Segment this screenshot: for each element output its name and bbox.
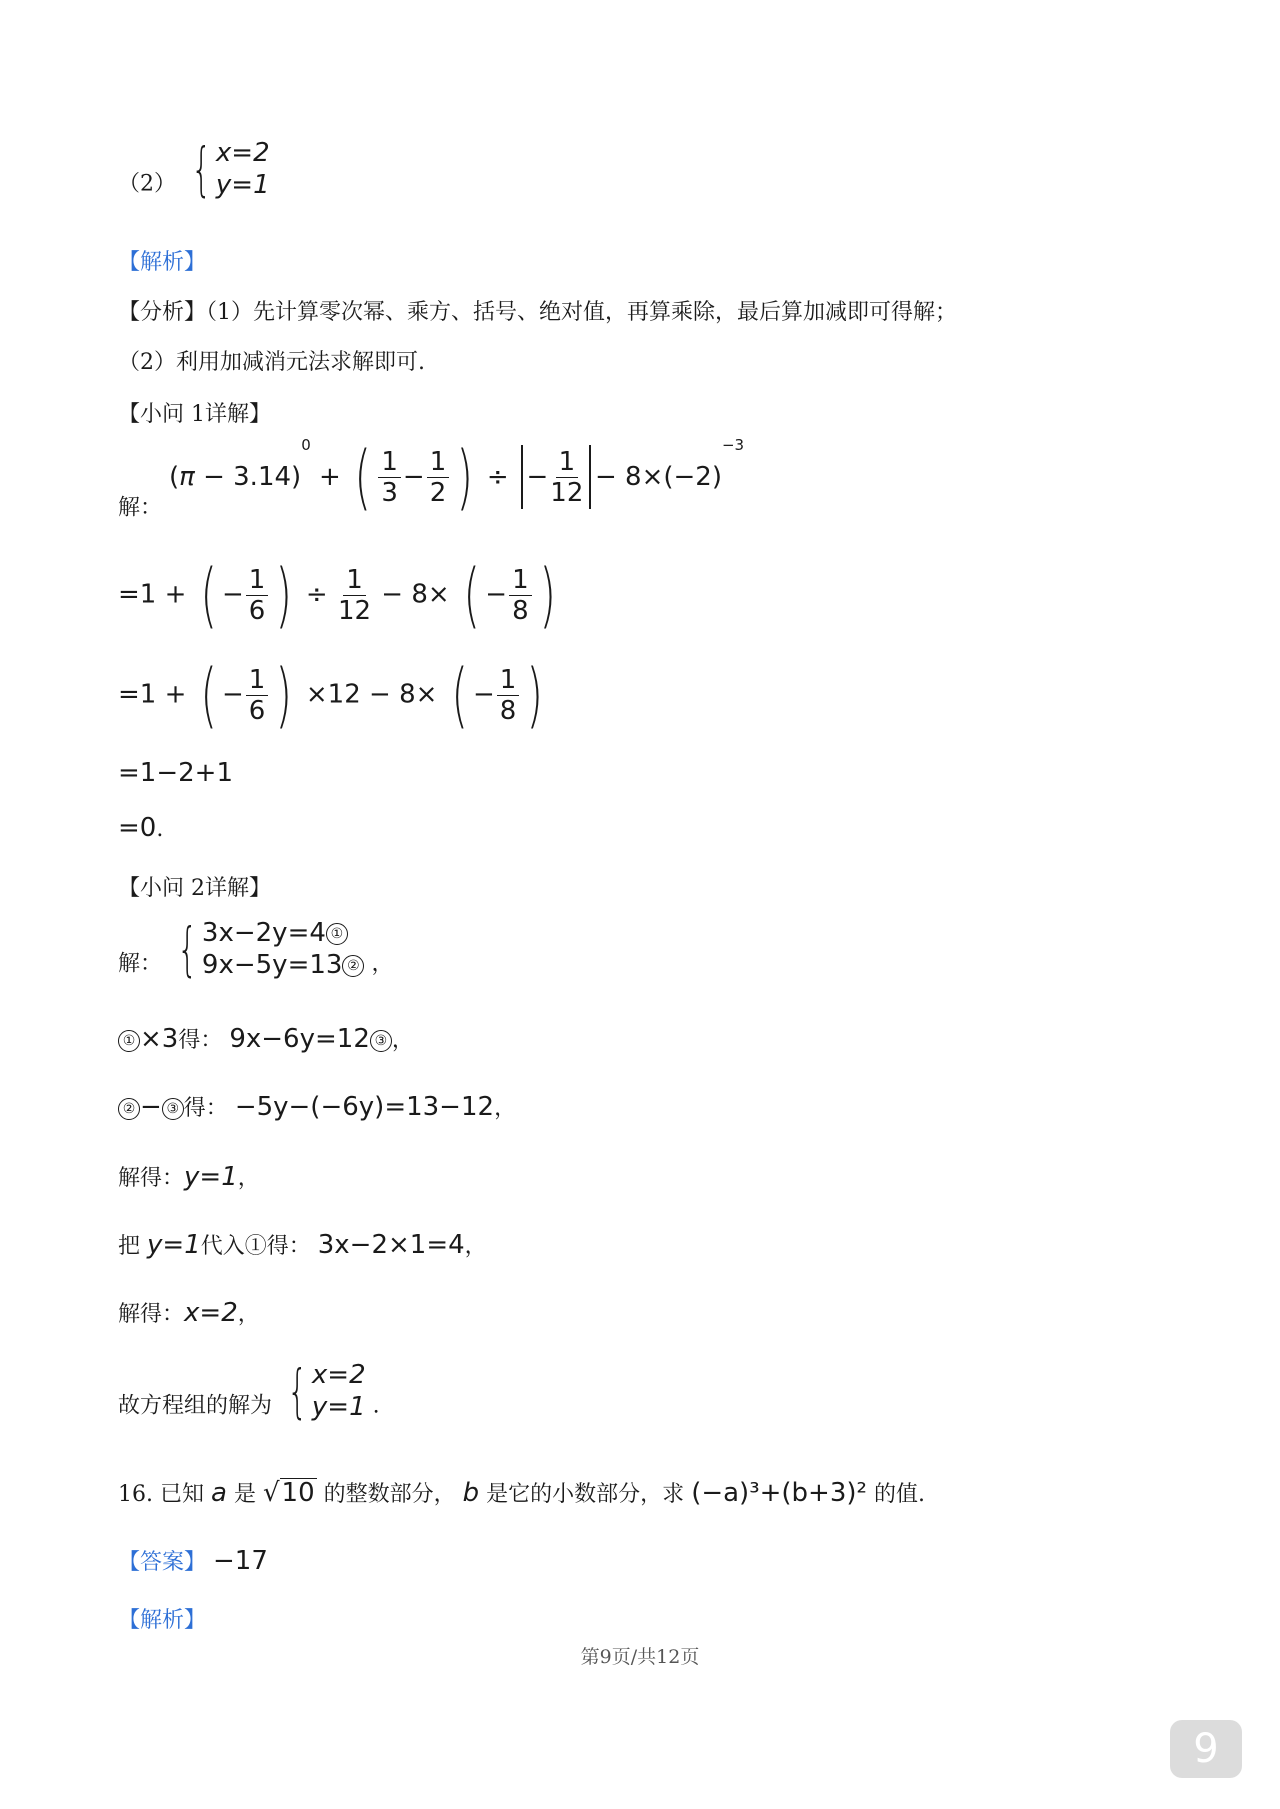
part2-step-4: 把 y=1代入①得： 3x−2×1=4， — [118, 1230, 487, 1260]
jiexi-label: 【解析】 — [118, 250, 207, 275]
answer-label: 【答案】 — [118, 1550, 207, 1575]
q16-jiexi-label: 【解析】 — [118, 1608, 207, 1633]
page-footer: 第9页/共12页 — [580, 1646, 700, 1668]
part1-step-3: =1−2+1 — [118, 758, 233, 788]
part2-step-1: ① ×3得： 9x−6y=12 ③ ， — [118, 1026, 414, 1054]
analysis-line-2: （2）利用加减消元法求解即可. — [118, 350, 425, 375]
part1-step-2: =1 + ( − $\frac{1}{6}$ ) ×12 − 8× ( − $\frac{1}{8}$ ) — [118, 654, 544, 736]
brace-icon: { — [177, 915, 198, 983]
q16-answer — [118, 1548, 268, 1576]
part1-step-4: =0. — [118, 813, 164, 843]
brace-icon: { — [191, 135, 212, 203]
brace-icon: { — [287, 1357, 308, 1425]
part2-conclusion: 故方程组的解为 { x=2 y=1 . — [118, 1357, 380, 1425]
answer-value: −17 — [213, 1546, 268, 1576]
part1-heading: 【小问 1详解】 — [118, 402, 271, 427]
part2-step-3: 解得：y=1， — [118, 1162, 260, 1192]
part2-step-2: ② − ③ 得： −5y−(−6y)=13−12， — [118, 1094, 516, 1122]
part1-jie: 解： — [118, 495, 163, 521]
answer-2-eq1: x=2 — [215, 138, 270, 168]
answer-2-eq2: y=1 — [215, 170, 270, 200]
answer-2-system — [183, 135, 270, 203]
part1-step-1: =1 + ( − $\frac{1}{6}$ ) ÷ $\frac{1}{12}$ − 8× ( − $\frac{1}{8}$ ) — [118, 554, 556, 636]
question-16: 16. 已知 a 是 √ 10 的整数部分， b 是它的小数部分，求 (−a)³+(b+3)² 的值. — [118, 1478, 925, 1508]
answer-2 — [118, 135, 270, 203]
answer-2-label: （2） — [118, 171, 176, 197]
part1-expression: 解： $(\pi - 3.14)^0$ + ( $\frac{1}{3}$ − $\frac{1}{2}$ ) ÷ − $\frac{1}{12}$ − $8\times(-2)^{-3}$ — [118, 436, 745, 521]
page-number-badge: 9 — [1170, 1720, 1242, 1778]
part2-step-5: 解得：x=2， — [118, 1298, 260, 1328]
part2-heading: 【小问 2详解】 — [118, 876, 271, 901]
analysis-line-1: 【分析】（1）先计算零次幂、乘方、括号、绝对值，再算乘除，最后算加减即可得解； — [118, 300, 957, 325]
part2-system: 解： { 3x−2y=4 ① 9x−5y=13 ② ， — [118, 915, 394, 983]
